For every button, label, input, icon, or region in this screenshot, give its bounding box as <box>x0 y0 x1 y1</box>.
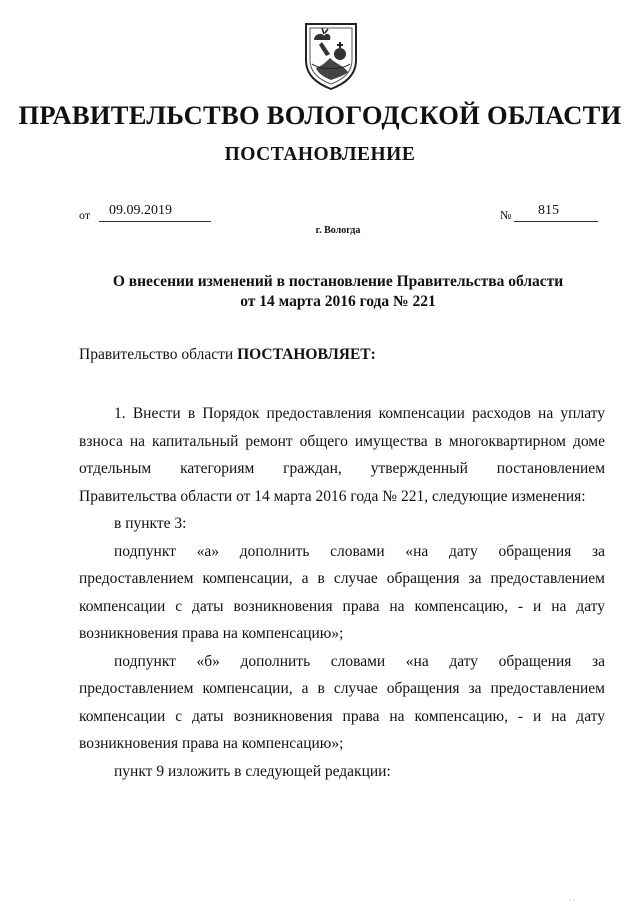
document-type: ПОСТАНОВЛЕНИЕ <box>224 144 416 165</box>
resolves-keyword: ПОСТАНОВЛЯЕТ: <box>237 346 376 363</box>
number-field: 815 <box>514 203 598 222</box>
number-label: № <box>500 208 512 222</box>
date-label: от <box>79 208 91 222</box>
paragraph: 1. Внести в Порядок предоставления компенсации расходов на уплату взноса на капитальный ремонт общего имущества в многоквартирном доме отдельным категориям граждан, утвержденный постановлением Правительства области от 14 марта 2016 года № 221, следующие изменения: <box>79 405 605 505</box>
document-title <box>0 272 640 312</box>
document-title-line-1: О внесении изменений в постановление Правительства области <box>112 273 564 290</box>
city-label: г. Вологда <box>315 225 361 236</box>
resolves-prefix: Правительство области <box>79 346 238 363</box>
document-body <box>79 400 605 785</box>
page-marks: · · <box>568 896 576 905</box>
paragraph: подпункт «а» дополнить словами «на дату обращения за предоставлением компенсации, а в случае обращения за предоставлением компенсации с даты возникновения права на компенсацию, - и на дату возникновения права на компенсацию»; <box>79 542 605 642</box>
document-title-line-2: от 14 марта 2016 года № 221 <box>240 293 436 310</box>
paragraph: подпункт «б» дополнить словами «на дату обращения за предоставлением компенсации, а в случае обращения за предоставлением компенсации с даты возникновения права на компенсацию, - и на дату возникновения права на компенсацию»; <box>79 652 605 752</box>
paragraph: пункт 9 изложить в следующей редакции: <box>114 762 391 780</box>
authority-title: ПРАВИТЕЛЬСТВО ВОЛОГОДСКОЙ ОБЛАСТИ <box>18 100 622 130</box>
date-field: 09.09.2019 <box>99 203 211 222</box>
resolves-line <box>79 346 376 364</box>
coat-of-arms-icon <box>300 20 362 92</box>
paragraph: в пункте 3: <box>114 515 187 532</box>
